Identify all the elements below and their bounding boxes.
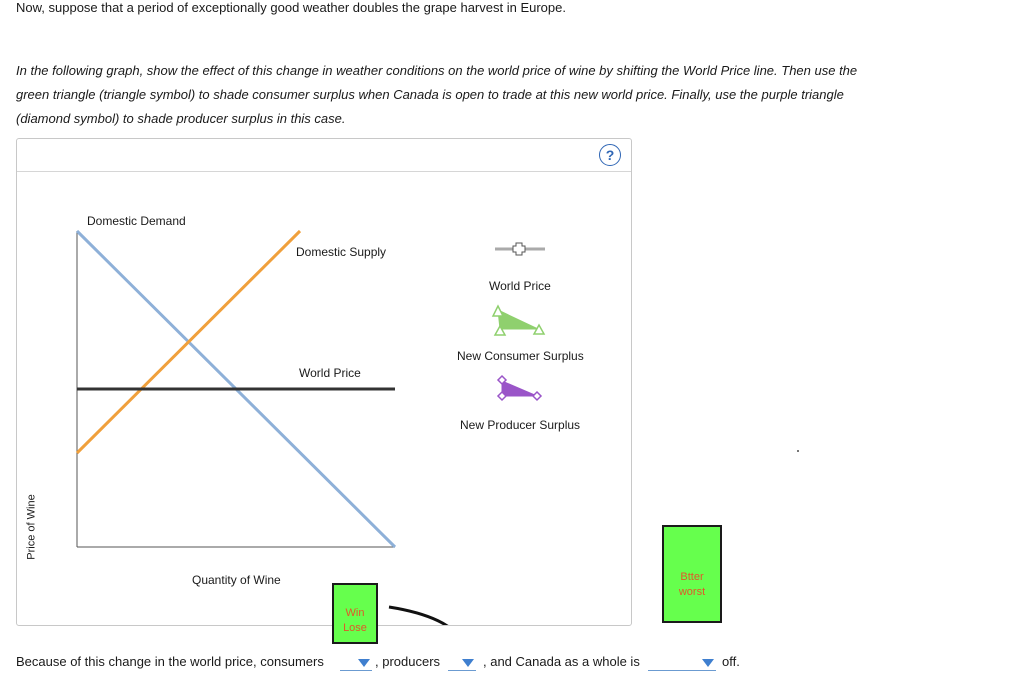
intro-text: Now, suppose that a period of exceptionally good weather doubles the grape harvest in Europe. [16, 0, 566, 15]
sentence-part-2: , producers [375, 654, 441, 669]
consumers-dropdown[interactable] [340, 656, 372, 671]
producer-surplus-tool-label: New Producer Surplus [460, 418, 581, 432]
instructions-line-2: green triangle (triangle symbol) to shade consumer surplus when Canada is open to trade at this new world price. Finally, use the purple triangle [16, 87, 844, 102]
instructions-line-1: In the following graph, show the effect of this change in weather conditions on the world price of wine by shifting the World Price line. Then use the [16, 63, 858, 78]
consumer-surplus-tool-label: New Consumer Surplus [457, 349, 584, 363]
graph-panel [16, 138, 632, 626]
y-axis-label: Price of Wine [25, 494, 38, 560]
annotation-worst: worst [678, 586, 706, 598]
annotation-better: Btter [680, 571, 704, 583]
graph-canvas[interactable] [17, 139, 631, 625]
instructions [16, 59, 916, 131]
x-axis-label: Quantity of Wine [192, 573, 281, 587]
canada-dropdown[interactable] [648, 656, 716, 671]
chevron-down-icon [358, 659, 370, 667]
world-price-tool-label: World Price [489, 279, 551, 293]
domestic-demand-label: Domestic Demand [87, 214, 186, 228]
consumer-surplus-triangle-icon[interactable] [493, 306, 544, 335]
chevron-down-icon [702, 659, 714, 667]
sentence-part-1: Because of this change in the world price, consumers [16, 654, 324, 669]
annotation-arrow [389, 607, 463, 625]
instructions-line-3: (diamond symbol) to shade producer surplus in this case. [16, 111, 346, 126]
annotation-lose: Lose [343, 622, 367, 634]
producers-dropdown[interactable] [448, 656, 476, 671]
help-icon[interactable]: ? [599, 144, 621, 166]
annotation-box-better-worst [662, 525, 722, 623]
stray-dot [797, 450, 799, 452]
chevron-down-icon [462, 659, 474, 667]
producer-surplus-diamond-icon[interactable] [498, 376, 541, 400]
annotation-win: Win [345, 607, 365, 619]
world-price-tool-icon[interactable] [495, 243, 545, 255]
sentence-part-4: off. [722, 654, 740, 669]
world-price-line-label: World Price [299, 366, 361, 380]
sentence-part-3: , and Canada as a whole is [483, 654, 640, 669]
domestic-supply-label: Domestic Supply [296, 245, 387, 259]
annotation-box-win-lose [332, 583, 378, 644]
